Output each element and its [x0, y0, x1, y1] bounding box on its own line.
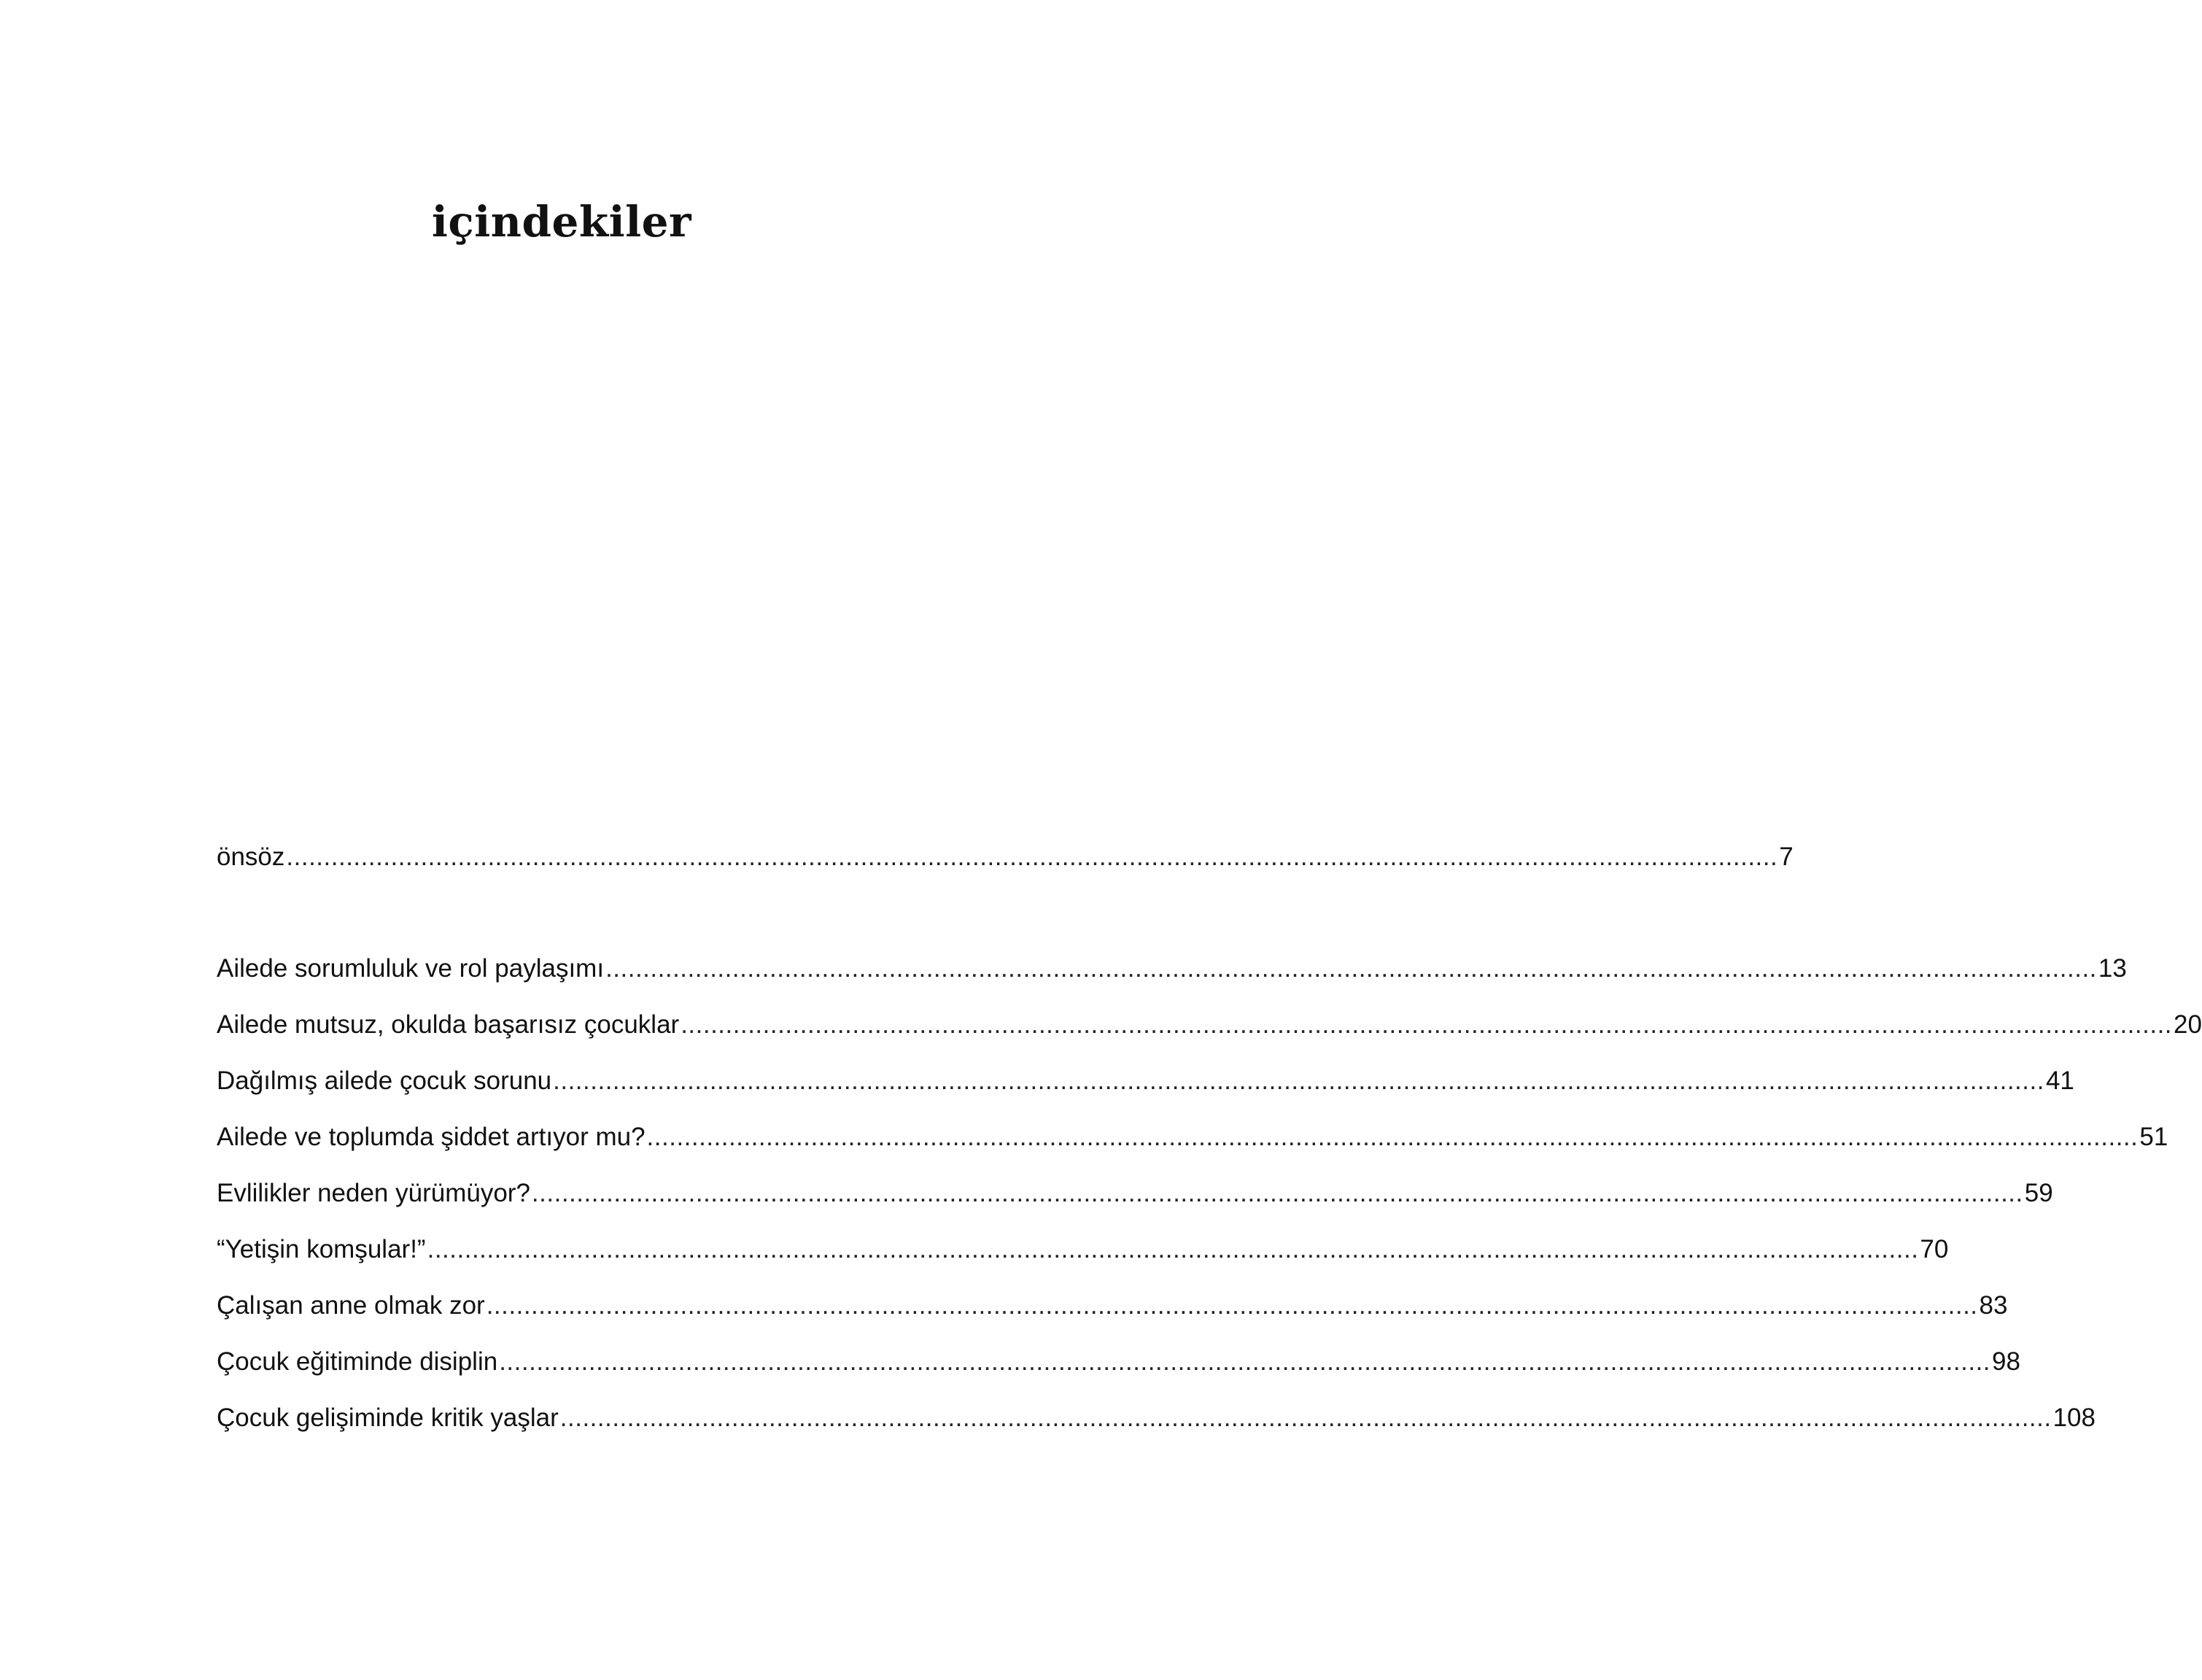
dot-leader: ........................................................................................................................................................................................................	[553, 1067, 2044, 1095]
toc-entry-page: 7	[1779, 843, 1794, 871]
toc-entry-title: Ailede mutsuz, okulda başarısız çocuklar	[217, 1010, 680, 1039]
dot-leader: ........................................................................................................................................................................................................	[646, 1123, 2139, 1151]
toc-entry-title: Evlilikler neden yürümüyor?	[217, 1179, 530, 1207]
toc-entry-title: Ailede ve toplumda şiddet artıyor mu?	[217, 1123, 646, 1151]
toc-entry-page: 98	[1992, 1347, 2020, 1376]
dot-leader: ........................................................................................................................................................................................................	[681, 1010, 2173, 1039]
toc-entry-title: Çocuk gelişiminde kritik yaşlar	[217, 1404, 559, 1432]
toc-entry	[217, 1344, 2020, 1400]
toc-entry	[217, 1007, 2202, 1063]
toc-entry-preface	[217, 839, 1794, 895]
toc-entry	[217, 1175, 2053, 1231]
page-title: içindekiler	[431, 197, 692, 247]
toc-entry-page: 83	[1979, 1291, 2008, 1320]
toc-entry-title: Dağılmış ailede çocuk sorunu	[217, 1067, 552, 1095]
table-of-contents	[217, 839, 2202, 1456]
dot-leader: ........................................................................................................................................................................................................	[486, 1291, 1978, 1320]
dot-leader: ........................................................................................................................................................................................................	[559, 1404, 2052, 1432]
toc-entry-title: Çocuk eğitiminde disiplin	[217, 1347, 498, 1376]
toc-entry	[217, 1288, 2008, 1344]
toc-entry-title: “Yetişin komşular!”	[217, 1235, 426, 1263]
dot-leader: ........................................................................................................................................................................................................	[499, 1347, 1991, 1376]
dot-leader: ........................................................................................................................................................................................................	[427, 1235, 1919, 1263]
toc-entry-page: 41	[2045, 1067, 2074, 1095]
toc-entry-page: 70	[1920, 1235, 1949, 1263]
toc-entry-title: Çalışan anne olmak zor	[217, 1291, 485, 1320]
toc-entry-page: 20	[2174, 1010, 2202, 1039]
toc-entry-title: önsöz	[217, 843, 285, 871]
toc-entry-title: Ailede sorumluluk ve rol paylaşımı	[217, 954, 605, 983]
dot-leader: ........................................................................................................................................................................................................	[531, 1179, 2023, 1207]
dot-leader: ........................................................................................................................................................................................................	[286, 843, 1778, 871]
toc-entry-page: 51	[2139, 1123, 2168, 1151]
toc-entry	[217, 1231, 1949, 1288]
toc-entry	[217, 1119, 2168, 1175]
toc-entry-page: 108	[2052, 1404, 2096, 1432]
toc-entry	[217, 951, 2127, 1007]
toc-entry	[217, 1063, 2074, 1119]
toc-entry-page: 13	[2098, 954, 2127, 983]
toc-entry	[217, 1400, 2096, 1456]
toc-entry-page: 59	[2024, 1179, 2053, 1207]
dot-leader: ........................................................................................................................................................................................................	[605, 954, 2097, 983]
